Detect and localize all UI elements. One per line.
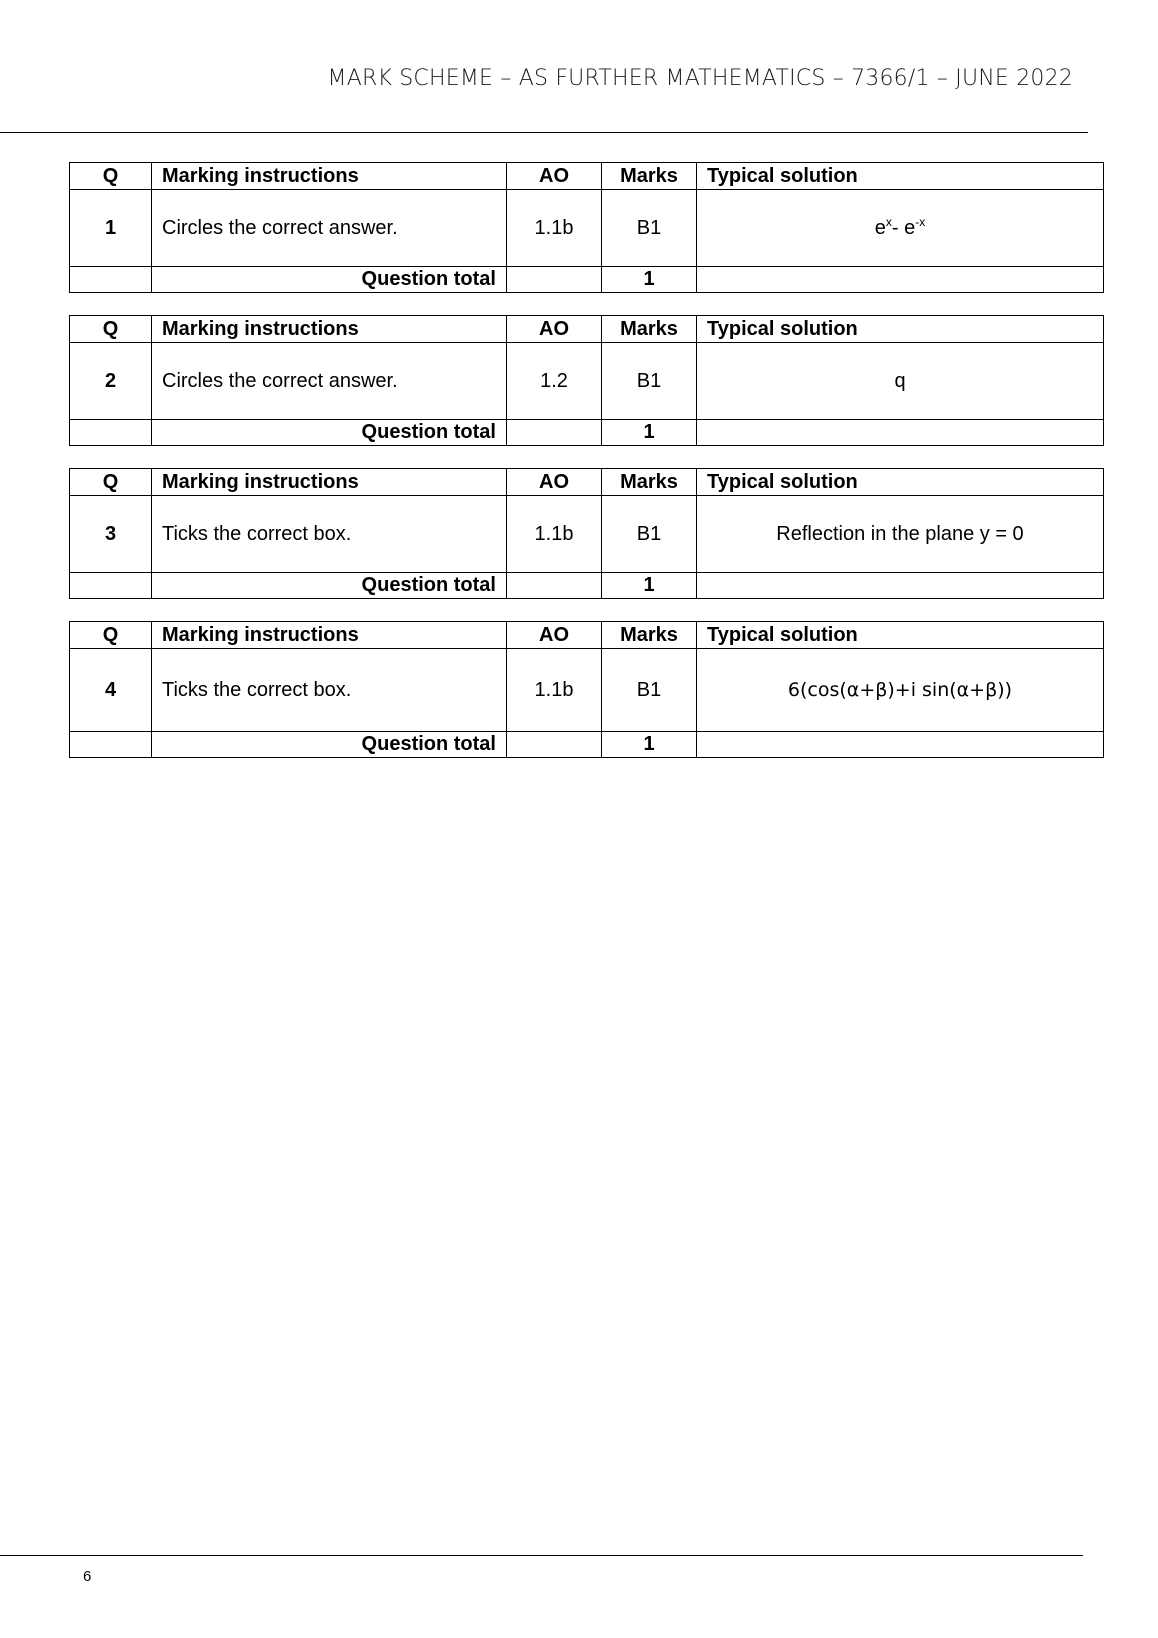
solution-exponent: -x xyxy=(915,214,926,229)
marking-instruction: Ticks the correct box. xyxy=(152,496,507,573)
table-header-row xyxy=(70,316,1104,343)
header-marking-instructions: Marking instructions xyxy=(152,163,507,190)
ao-value: 1.1b xyxy=(507,190,602,267)
marking-instruction: Ticks the correct box. xyxy=(152,649,507,732)
ao-value: 1.1b xyxy=(507,496,602,573)
question-total-row xyxy=(70,732,1104,758)
question-total-row xyxy=(70,420,1104,446)
typical-solution: q xyxy=(697,343,1104,420)
page-number: 6 xyxy=(83,1568,92,1585)
table-row xyxy=(70,343,1104,420)
ao-value: 1.2 xyxy=(507,343,602,420)
header-marking-instructions: Marking instructions xyxy=(152,622,507,649)
header-ao: AO xyxy=(507,469,602,496)
solution-middle: - e xyxy=(891,216,916,239)
solution-exponent: x xyxy=(885,214,892,229)
typical-solution: 6(cos(α+β)+i sin(α+β)) xyxy=(697,649,1104,732)
marks-value: B1 xyxy=(602,343,697,420)
header-ao: AO xyxy=(507,163,602,190)
header-marks: Marks xyxy=(602,469,697,496)
page-header-title: MARK SCHEME – AS FURTHER MATHEMATICS – 7366/1 – JUNE 2022 xyxy=(327,66,1073,91)
question-total-value: 1 xyxy=(602,732,697,758)
question-total-label: Question total xyxy=(152,420,507,446)
header-q: Q xyxy=(70,469,152,496)
table-row xyxy=(70,649,1104,732)
question-total-label: Question total xyxy=(152,267,507,293)
question-total-label: Question total xyxy=(152,732,507,758)
question-number: 3 xyxy=(70,496,152,573)
table-header-row xyxy=(70,163,1104,190)
footer-divider xyxy=(0,1555,1083,1556)
table-header-row xyxy=(70,622,1104,649)
header-typical-solution: Typical solution xyxy=(697,469,1104,496)
marking-instruction: Circles the correct answer. xyxy=(152,343,507,420)
header-typical-solution: Typical solution xyxy=(697,316,1104,343)
ao-value: 1.1b xyxy=(507,649,602,732)
header-q: Q xyxy=(70,622,152,649)
header-marking-instructions: Marking instructions xyxy=(152,316,507,343)
question-number: 1 xyxy=(70,190,152,267)
table-row xyxy=(70,190,1104,267)
question-total-value: 1 xyxy=(602,573,697,599)
header-typical-solution: Typical solution xyxy=(697,163,1104,190)
marks-value: B1 xyxy=(602,496,697,573)
typical-solution: Reflection in the plane y = 0 xyxy=(697,496,1104,573)
header-marks: Marks xyxy=(602,622,697,649)
question-total-value: 1 xyxy=(602,420,697,446)
table-row xyxy=(70,496,1104,573)
header-q: Q xyxy=(70,316,152,343)
typical-solution xyxy=(697,190,1104,267)
question-total-row xyxy=(70,267,1104,293)
marking-instruction: Circles the correct answer. xyxy=(152,190,507,267)
header-marking-instructions: Marking instructions xyxy=(152,469,507,496)
question-table-4 xyxy=(69,621,1104,758)
question-total-value: 1 xyxy=(602,267,697,293)
header-typical-solution: Typical solution xyxy=(697,622,1104,649)
question-table-2 xyxy=(69,315,1104,446)
header-marks: Marks xyxy=(602,163,697,190)
question-number: 4 xyxy=(70,649,152,732)
header-divider xyxy=(0,132,1088,133)
question-table-3 xyxy=(69,468,1104,599)
table-header-row xyxy=(70,469,1104,496)
question-total-label: Question total xyxy=(152,573,507,599)
header-ao: AO xyxy=(507,316,602,343)
solution-base: e xyxy=(874,216,886,239)
question-total-row xyxy=(70,573,1104,599)
marks-value: B1 xyxy=(602,190,697,267)
header-marks: Marks xyxy=(602,316,697,343)
marks-value: B1 xyxy=(602,649,697,732)
header-ao: AO xyxy=(507,622,602,649)
question-table-1 xyxy=(69,162,1104,293)
question-number: 2 xyxy=(70,343,152,420)
header-q: Q xyxy=(70,163,152,190)
